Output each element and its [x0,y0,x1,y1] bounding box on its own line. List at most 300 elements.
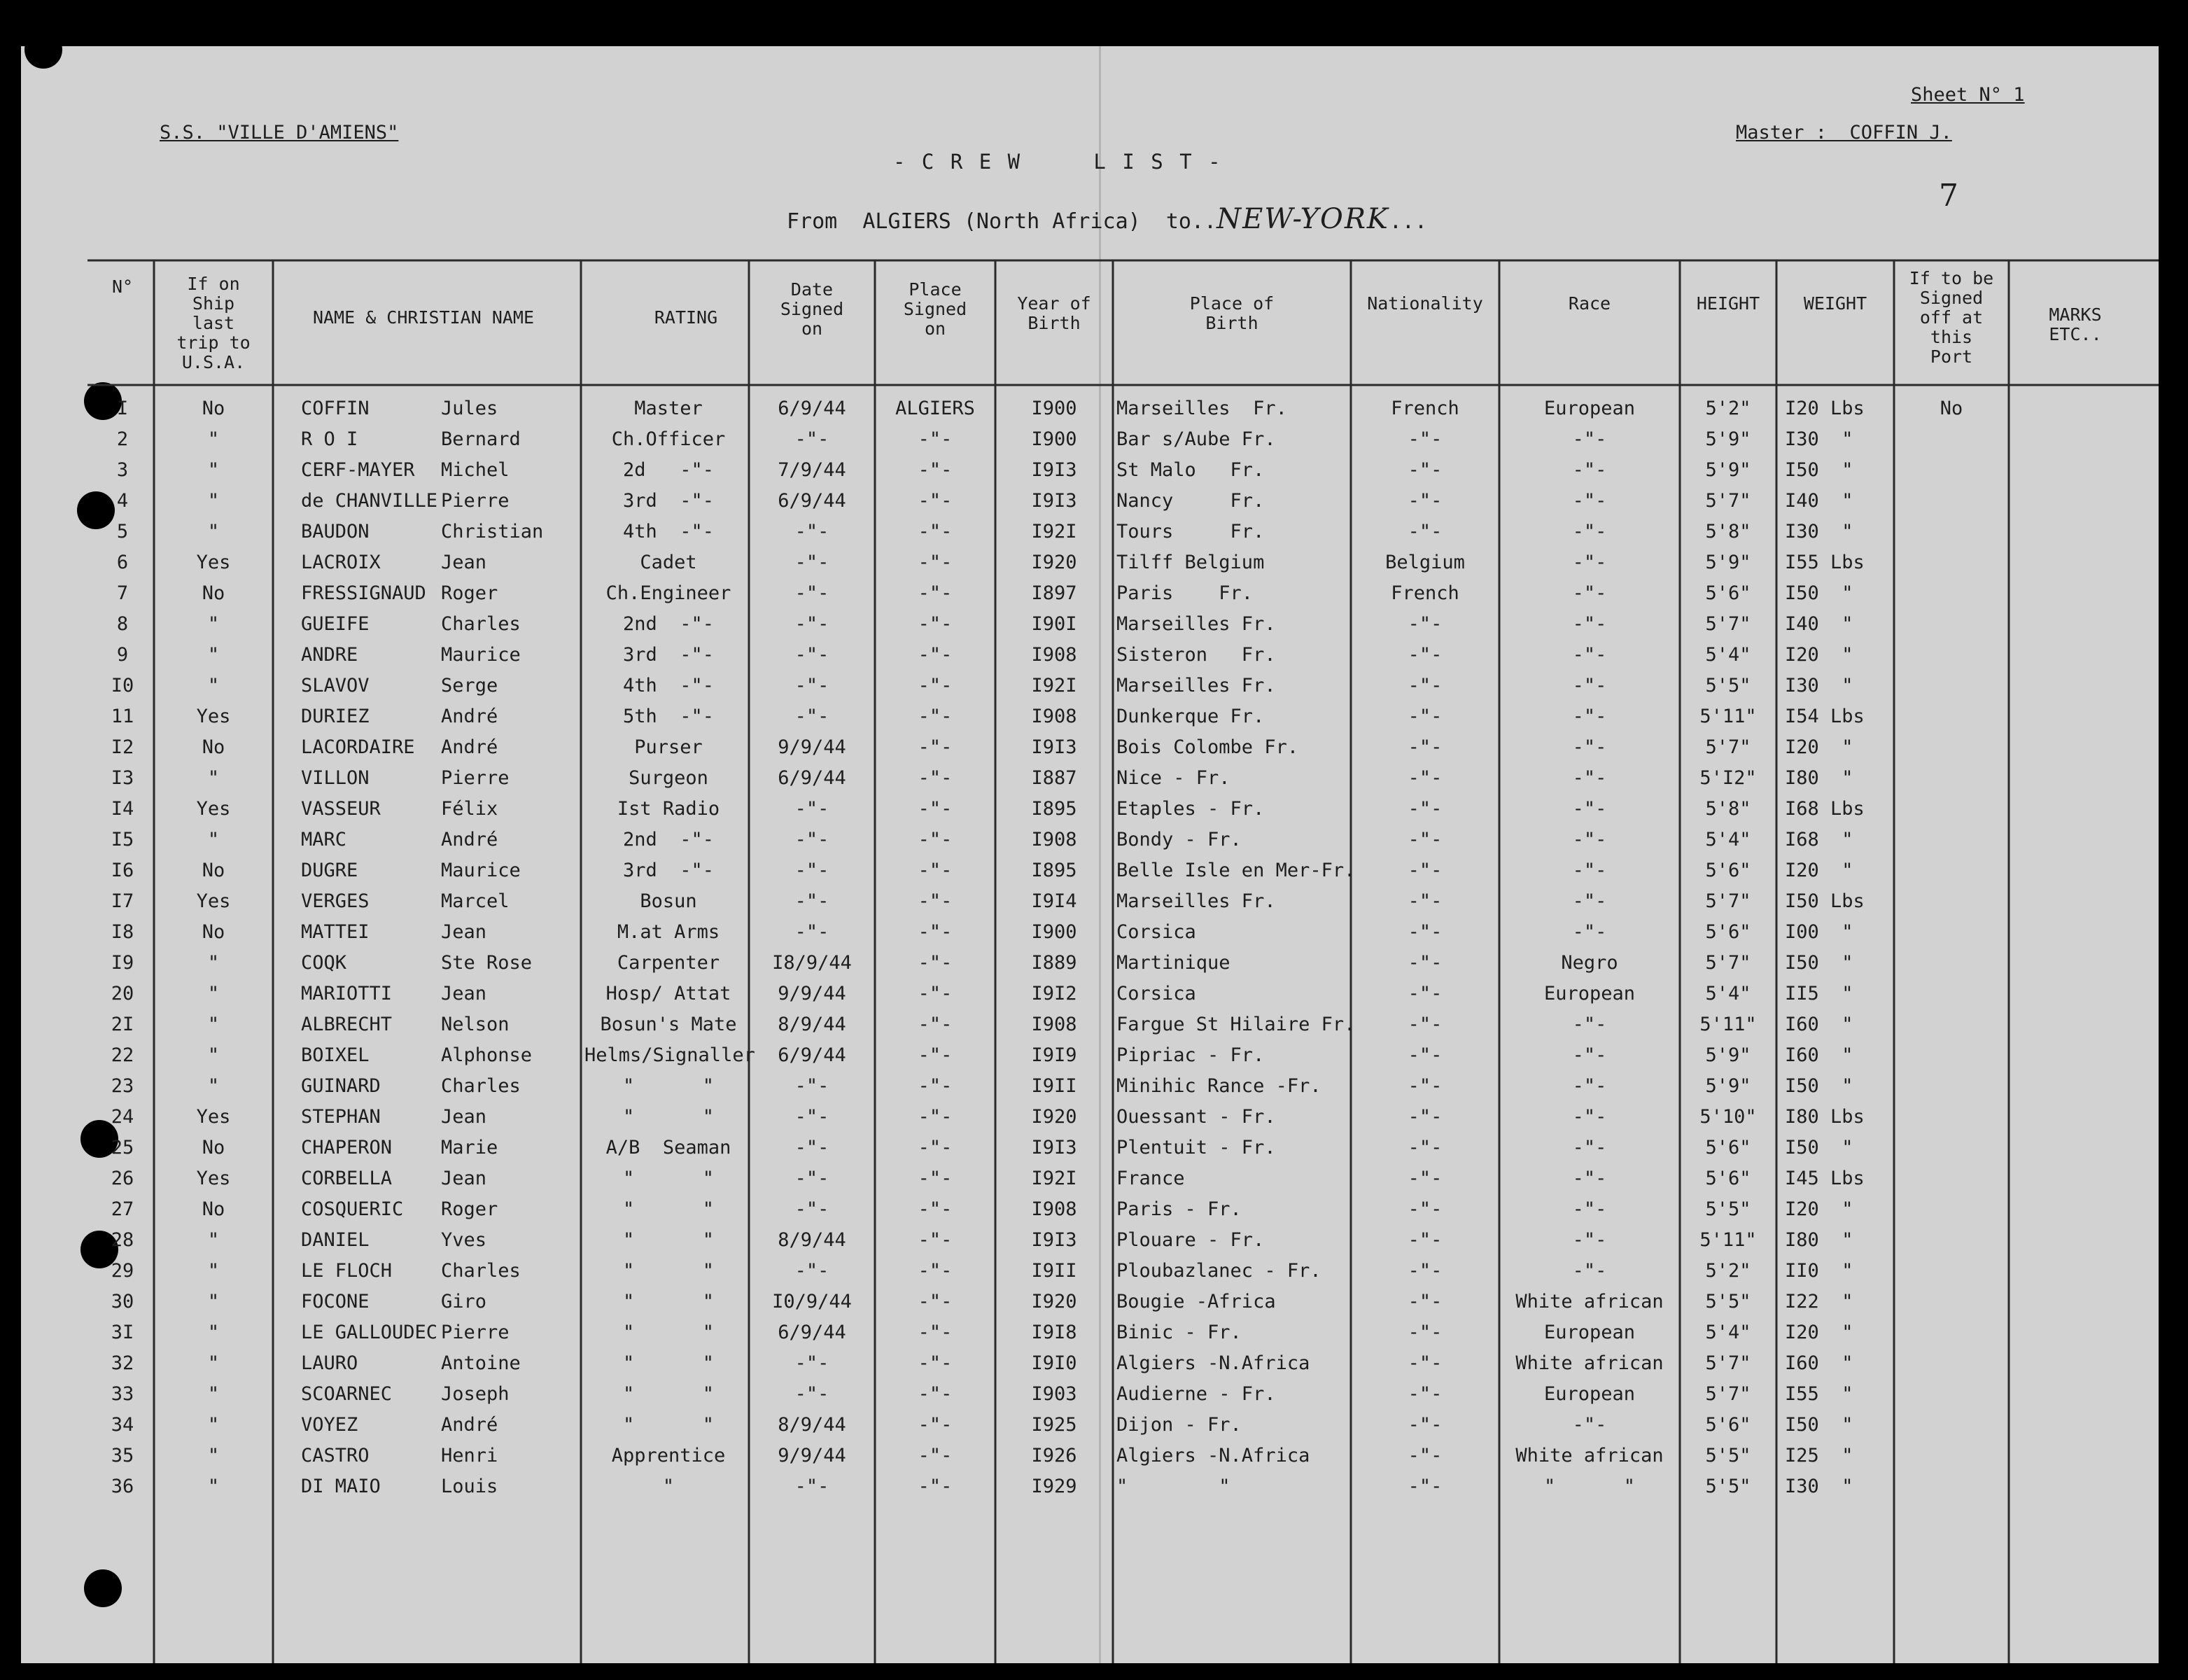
first-name-cell: Jean [441,921,487,943]
surname-cell: COQK [301,952,347,974]
col-header-rating: RATING [654,307,718,328]
first-name-cell: Jean [441,1168,487,1189]
nationality-cell: -"- [1408,1352,1443,1374]
place-signed-cell: -"- [918,582,953,604]
nationality-cell: -"- [1408,1383,1443,1405]
place-signed-cell: -"- [918,1014,953,1035]
nationality-cell: -"- [1408,983,1443,1004]
date-signed-cell: 9/9/44 [778,1445,846,1466]
birthplace-cell: Tours Fr. [1116,521,1265,542]
last-trip-cell: Yes [196,552,231,573]
last-trip-cell: " [207,983,220,1004]
year-birth-cell: I9I3 [1031,459,1077,481]
date-signed-cell: -"- [794,552,829,573]
rating-cell: " " [622,1075,715,1097]
place-signed-cell: -"- [918,1168,953,1189]
date-signed-cell: -"- [794,1168,829,1189]
last-trip-cell: No [202,1137,225,1158]
race-cell: -"- [1572,1014,1607,1035]
first-name-cell: Joseph [441,1383,510,1405]
nationality-cell: -"- [1408,736,1443,758]
weight-cell: I20 " [1785,1322,1853,1343]
birthplace-cell: Nancy Fr. [1116,490,1265,512]
rating-cell: " " [622,1106,715,1128]
row-number: 34 [111,1414,134,1436]
last-trip-cell: " [207,1476,220,1497]
weight-cell: I50 " [1785,1137,1853,1158]
weight-cell: I30 " [1785,675,1853,696]
date-signed-cell: 6/9/44 [778,490,846,512]
nationality-cell: -"- [1408,890,1443,912]
first-name-cell: André [441,706,498,727]
nationality-cell: -"- [1408,490,1443,512]
race-cell: -"- [1572,798,1607,820]
place-signed-cell: -"- [918,1445,953,1466]
date-signed-cell: 7/9/44 [778,459,846,481]
rating-cell: " " [622,1198,715,1220]
surname-cell: VILLON [301,767,370,789]
place-signed-cell: -"- [918,767,953,789]
row-number: I7 [111,890,134,912]
birthplace-cell: Bar s/Aube Fr. [1116,428,1276,450]
place-signed-cell: -"- [918,521,953,542]
surname-cell: de CHANVILLE [301,490,438,512]
last-trip-cell: No [202,398,225,419]
last-trip-cell: Yes [196,1106,231,1128]
surname-cell: MATTEI [301,921,370,943]
year-birth-cell: I895 [1031,860,1077,881]
weight-cell: I50 " [1785,952,1853,974]
row-number: 3 [116,459,129,481]
surname-cell: GUINARD [301,1075,381,1097]
first-name-cell: Jean [441,552,487,573]
last-trip-cell: No [202,860,225,881]
height-cell: 5'6" [1705,1168,1751,1189]
race-cell: -"- [1572,1260,1607,1282]
surname-cell: MARIOTTI [301,983,393,1004]
weight-cell: I50 " [1785,1075,1853,1097]
route-destination: NEW-YORK [1216,203,1389,235]
date-signed-cell: -"- [794,829,829,850]
place-signed-cell: -"- [918,1291,953,1312]
birthplace-cell: Nice - Fr. [1116,767,1230,789]
height-cell: 5'I2" [1699,767,1757,789]
year-birth-cell: I9I9 [1031,1044,1077,1066]
place-signed-cell: -"- [918,1322,953,1343]
row-number: 26 [111,1168,134,1189]
place-signed-cell: -"- [918,736,953,758]
first-name-cell: Pierre [441,1322,510,1343]
birthplace-cell: Belle Isle en Mer-Fr. [1116,860,1356,881]
height-cell: 5'7" [1705,952,1751,974]
nationality-cell: -"- [1408,521,1443,542]
year-birth-cell: I908 [1031,644,1077,666]
weight-cell: I50 " [1785,1414,1853,1436]
nationality-cell: -"- [1408,1445,1443,1466]
place-signed-cell: -"- [918,921,953,943]
first-name-cell: Maurice [441,860,521,881]
birthplace-cell: Corsica [1116,983,1196,1004]
height-cell: 5'9" [1705,428,1751,450]
weight-cell: I30 " [1785,1476,1853,1497]
rating-cell: Hosp/ Attat [605,983,731,1004]
birthplace-cell: Algiers -N.Africa [1116,1352,1310,1374]
place-signed-cell: -"- [918,1476,953,1497]
race-cell: European [1543,1383,1636,1405]
year-birth-cell: I92I [1031,1168,1077,1189]
nationality-cell: -"- [1408,706,1443,727]
row-number: 36 [111,1476,134,1497]
weight-cell: I68 Lbs [1785,798,1865,820]
first-name-cell: Nelson [441,1014,510,1035]
birthplace-cell: St Malo Fr. [1116,459,1265,481]
birthplace-cell: Bois Colombe Fr. [1116,736,1299,758]
place-signed-cell: -"- [918,1137,953,1158]
height-cell: 5'9" [1705,1044,1751,1066]
height-cell: 5'7" [1705,1352,1751,1374]
birthplace-cell: Marseilles Fr. [1116,398,1287,419]
rating-cell: Ch.Officer [611,428,726,450]
first-name-cell: Maurice [441,644,521,666]
row-number: 29 [111,1260,134,1282]
year-birth-cell: I9I3 [1031,1137,1077,1158]
last-trip-cell: " [207,1044,220,1066]
surname-cell: LE FLOCH [301,1260,393,1282]
surname-cell: MARC [301,829,347,850]
rating-cell: M.at Arms [617,921,720,943]
birthplace-cell: Plentuit - Fr. [1116,1137,1276,1158]
date-signed-cell: 8/9/44 [778,1229,846,1251]
place-signed-cell: -"- [918,890,953,912]
date-signed-cell: -"- [794,860,829,881]
year-birth-cell: I9I0 [1031,1352,1077,1374]
first-name-cell: Giro [441,1291,487,1312]
rating-cell: 4th -"- [622,675,715,696]
race-cell: -"- [1572,582,1607,604]
place-signed-cell: -"- [918,1198,953,1220]
col-header-place-birth: Place of Birth [1189,293,1275,333]
first-name-cell: Henri [441,1445,498,1466]
first-name-cell: Jules [441,398,498,419]
row-number: 32 [111,1352,134,1374]
birthplace-cell: Ploubazlanec - Fr. [1116,1260,1321,1282]
col-header-signed-off: If to be Signed off at this Port [1909,268,1994,367]
year-birth-cell: I9I3 [1031,736,1077,758]
date-signed-cell: -"- [794,1476,829,1497]
rating-cell: 4th -"- [622,521,715,542]
rating-cell: Carpenter [617,952,720,974]
weight-cell: I50 " [1785,459,1853,481]
birthplace-cell: Fargue St Hilaire Fr. [1116,1014,1356,1035]
date-signed-cell: 6/9/44 [778,1044,846,1066]
rating-cell: Apprentice [611,1445,726,1466]
birthplace-cell: Ouessant - Fr. [1116,1106,1276,1128]
race-cell: European [1543,983,1636,1004]
row-number: 11 [111,706,134,727]
date-signed-cell: -"- [794,521,829,542]
place-signed-cell: -"- [918,860,953,881]
row-number: 35 [111,1445,134,1466]
col-header-race: Race [1568,293,1611,314]
race-cell: -"- [1572,552,1607,573]
height-cell: 5'9" [1705,1075,1751,1097]
height-cell: 5'10" [1699,1106,1757,1128]
rating-cell: Purser [634,736,703,758]
col-header-date-signed: Date Signed on [780,279,844,339]
date-signed-cell: -"- [794,1260,829,1282]
nationality-cell: -"- [1408,1414,1443,1436]
place-signed-cell: -"- [918,490,953,512]
weight-cell: I80 " [1785,1229,1853,1251]
surname-cell: DURIEZ [301,706,370,727]
row-number: I2 [111,736,134,758]
weight-cell: I60 " [1785,1014,1853,1035]
last-trip-cell: " [207,490,220,512]
surname-cell: CHAPERON [301,1137,393,1158]
surname-cell: DI MAIO [301,1476,381,1497]
height-cell: 5'6" [1705,1414,1751,1436]
rating-cell: 3rd -"- [622,860,715,881]
first-name-cell: Michel [441,459,510,481]
nationality-cell: -"- [1408,860,1443,881]
race-cell: White african [1515,1445,1664,1466]
height-cell: 5'5" [1705,675,1751,696]
row-number: 4 [116,490,129,512]
row-number: I9 [111,952,134,974]
weight-cell: I55 Lbs [1785,552,1865,573]
race-cell: -"- [1572,644,1607,666]
height-cell: 5'7" [1705,613,1751,635]
first-name-cell: Serge [441,675,498,696]
birthplace-cell: Algiers -N.Africa [1116,1445,1310,1466]
rating-cell: " " [622,1229,715,1251]
weight-cell: I60 " [1785,1352,1853,1374]
place-signed-cell: -"- [918,798,953,820]
date-signed-cell: -"- [794,1352,829,1374]
race-cell: -"- [1572,428,1607,450]
last-trip-cell: " [207,1229,220,1251]
height-cell: 5'5" [1705,1291,1751,1312]
place-signed-cell: -"- [918,1044,953,1066]
row-number: I6 [111,860,134,881]
first-name-cell: André [441,1414,498,1436]
weight-cell: I80 " [1785,767,1853,789]
weight-cell: II0 " [1785,1260,1853,1282]
year-birth-cell: I908 [1031,706,1077,727]
year-birth-cell: I920 [1031,552,1077,573]
date-signed-cell: 9/9/44 [778,736,846,758]
race-cell: -"- [1572,860,1607,881]
last-trip-cell: " [207,1445,220,1466]
surname-cell: CASTRO [301,1445,370,1466]
height-cell: 5'4" [1705,1322,1751,1343]
col-header-nationality: Nationality [1367,293,1483,314]
year-birth-cell: I9I3 [1031,1229,1077,1251]
last-trip-cell: " [207,1075,220,1097]
race-cell: -"- [1572,675,1607,696]
row-number: 8 [116,613,129,635]
nationality-cell: -"- [1408,1014,1443,1035]
last-trip-cell: " [207,1352,220,1374]
height-cell: 5'6" [1705,860,1751,881]
date-signed-cell: -"- [794,706,829,727]
race-cell: -"- [1572,890,1607,912]
rating-cell: " " [622,1168,715,1189]
surname-cell: CORBELLA [301,1168,393,1189]
weight-cell: I40 " [1785,613,1853,635]
nationality-cell: -"- [1408,829,1443,850]
first-name-cell: Pierre [441,490,510,512]
surname-cell: R O I [301,428,358,450]
race-cell: -"- [1572,1044,1607,1066]
nationality-cell: -"- [1408,1291,1443,1312]
height-cell: 5'5" [1705,1476,1751,1497]
race-cell: -"- [1572,1168,1607,1189]
surname-cell: LE GALLOUDEC [301,1322,438,1343]
weight-cell: II5 " [1785,983,1853,1004]
surname-cell: COFFIN [301,398,370,419]
race-cell: -"- [1572,613,1607,635]
first-name-cell: Yves [441,1229,487,1251]
rating-cell: Bosun [640,890,697,912]
birthplace-cell: Martinique [1116,952,1230,974]
last-trip-cell: Yes [196,706,231,727]
year-birth-cell: I9I3 [1031,490,1077,512]
col-header-place-signed: Place Signed on [903,279,967,339]
row-number: I0 [111,675,134,696]
weight-cell: I30 " [1785,428,1853,450]
height-cell: 5'9" [1705,552,1751,573]
first-name-cell: Pierre [441,767,510,789]
birthplace-cell: Dunkerque Fr. [1116,706,1265,727]
row-number: 33 [111,1383,134,1405]
rating-cell: 2nd -"- [622,829,715,850]
last-trip-cell: " [207,829,220,850]
place-signed-cell: -"- [918,459,953,481]
first-name-cell: Christian [441,521,544,542]
race-cell: -"- [1572,1106,1607,1128]
place-signed-cell: -"- [918,613,953,635]
year-birth-cell: I900 [1031,428,1077,450]
weight-cell: I55 " [1785,1383,1853,1405]
row-number: 3I [111,1322,134,1343]
last-trip-cell: " [207,767,220,789]
col-header-year-birth: Year of Birth [1017,293,1091,333]
race-cell: -"- [1572,521,1607,542]
nationality-cell: French [1391,398,1459,419]
birthplace-cell: France [1116,1168,1185,1189]
height-cell: 5'8" [1705,521,1751,542]
rating-cell: " [662,1476,675,1497]
surname-cell: ANDRE [301,644,358,666]
nationality-cell: -"- [1408,1044,1443,1066]
surname-cell: BAUDON [301,521,370,542]
weight-cell: I45 Lbs [1785,1168,1865,1189]
col-header-name: NAME & CHRISTIAN NAME [312,307,535,328]
date-signed-cell: 6/9/44 [778,767,846,789]
date-signed-cell: I0/9/44 [772,1291,852,1312]
surname-cell: FRESSIGNAUD [301,582,426,604]
surname-cell: SCOARNEC [301,1383,393,1405]
date-signed-cell: -"- [794,1383,829,1405]
surname-cell: BOIXEL [301,1044,370,1066]
last-trip-cell: No [202,921,225,943]
height-cell: 5'6" [1705,921,1751,943]
col-header-height: HEIGHT [1696,293,1760,314]
place-signed-cell: -"- [918,1383,953,1405]
rating-cell: Master [634,398,703,419]
surname-cell: DUGRE [301,860,358,881]
date-signed-cell: -"- [794,1198,829,1220]
weight-cell: I22 " [1785,1291,1853,1312]
year-birth-cell: I908 [1031,1198,1077,1220]
first-name-cell: Jean [441,1106,487,1128]
year-birth-cell: I895 [1031,798,1077,820]
col-header-marks: MARKS ETC.. [2049,304,2102,344]
year-birth-cell: I90I [1031,613,1077,635]
surname-cell: VERGES [301,890,370,912]
last-trip-cell: " [207,613,220,635]
race-cell: -"- [1572,459,1607,481]
last-trip-cell: " [207,644,220,666]
weight-cell: I54 Lbs [1785,706,1865,727]
place-signed-cell: -"- [918,1106,953,1128]
birthplace-cell: Plouare - Fr. [1116,1229,1265,1251]
year-birth-cell: I9I8 [1031,1322,1077,1343]
rating-cell: A/B Seaman [605,1137,731,1158]
first-name-cell: Roger [441,1198,498,1220]
place-signed-cell: -"- [918,1229,953,1251]
place-signed-cell: -"- [918,428,953,450]
date-signed-cell: 6/9/44 [778,1322,846,1343]
crew-list-document [21,46,2159,1663]
rating-cell: Ist Radio [617,798,720,820]
place-signed-cell: -"- [918,1414,953,1436]
surname-cell: GUEIFE [301,613,370,635]
race-cell: -"- [1572,1198,1607,1220]
weight-cell: I40 " [1785,490,1853,512]
rating-cell: 3rd -"- [622,490,715,512]
last-trip-cell: No [202,736,225,758]
height-cell: 5'9" [1705,459,1751,481]
year-birth-cell: I903 [1031,1383,1077,1405]
nationality-cell: -"- [1408,798,1443,820]
surname-cell: FOCONE [301,1291,370,1312]
last-trip-cell: " [207,1322,220,1343]
last-trip-cell: " [207,675,220,696]
nationality-cell: -"- [1408,675,1443,696]
height-cell: 5'2" [1705,398,1751,419]
rating-cell: 3rd -"- [622,644,715,666]
surname-cell: COSQUERIC [301,1198,404,1220]
weight-cell: I00 " [1785,921,1853,943]
place-signed-cell: -"- [918,952,953,974]
row-number: I8 [111,921,134,943]
year-birth-cell: I9I4 [1031,890,1077,912]
place-signed-cell: -"- [918,1260,953,1282]
surname-cell: VASSEUR [301,798,381,820]
race-cell: -"- [1572,706,1607,727]
height-cell: 5'7" [1705,736,1751,758]
row-number: I5 [111,829,134,850]
row-number: 7 [116,582,129,604]
place-signed-cell: -"- [918,675,953,696]
height-cell: 5'7" [1705,1383,1751,1405]
birthplace-cell: Audierne - Fr. [1116,1383,1276,1405]
weight-cell: I20 " [1785,1198,1853,1220]
race-cell: -"- [1572,1137,1607,1158]
year-birth-cell: I925 [1031,1414,1077,1436]
